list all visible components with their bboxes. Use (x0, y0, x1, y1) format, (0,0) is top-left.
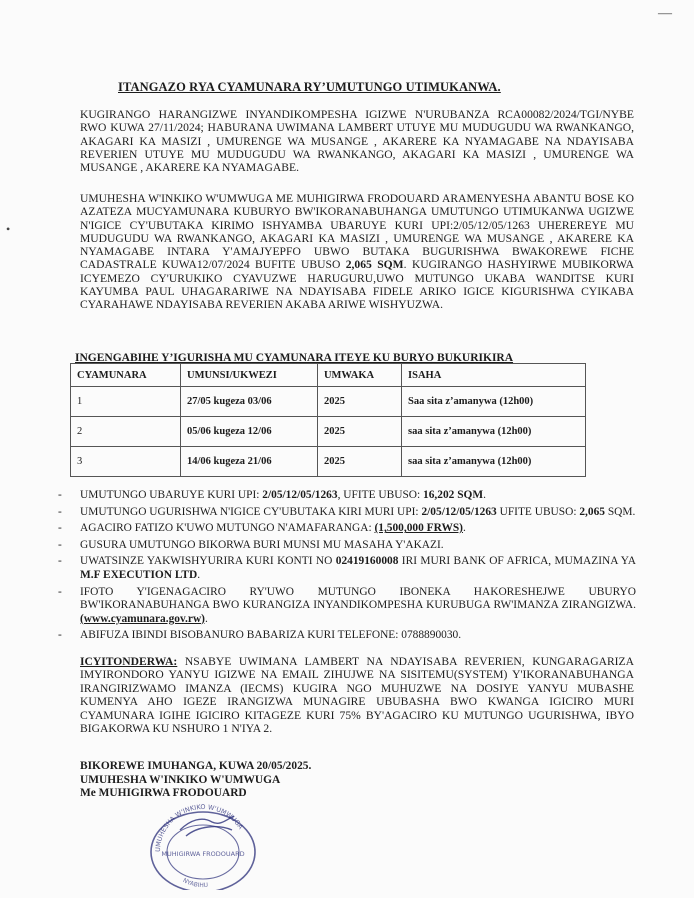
bullet-dash: - (58, 489, 62, 501)
text-segment: UMUTUNGO UGURISHWA N'IGICE CY'UBUTAKA KIRI MURI UPI: (80, 505, 422, 518)
text-segment: . (204, 612, 208, 625)
table-cell: 14/06 kugeza 21/06 (180, 447, 317, 477)
table-cell: 2025 (317, 417, 401, 447)
bullet-dash: - (58, 522, 62, 535)
intro-paragraph: KUGIRANGO HARANGIZWE INYANDIKOMPESHA IGIZWE N'URUBANZA RCA00082/2024/TGI/NYBE RWO KUWA 27/11/2024; HABURANA UWIMANA LAMBERT UTUYE MU MUDUGUDU WA RWANKANGO, AKAGARI KA MASIZI , UMURENGE WA MUSANGE , AKARERE KA NYAMAGABE NA NDAYISABA REVERIEN UTUYE MU MUDUGUDU WA RWANKANGO, AKAGARI KA MASIZI , UMURENGE WA MUSANGE , AKARERE KA NYAMAGABE. (80, 108, 634, 175)
column-header: ISAHA (402, 364, 586, 387)
list-item-text (80, 489, 636, 503)
text-segment: , UFITE UBUSO: (337, 489, 424, 501)
list-item (58, 506, 636, 520)
table-row (71, 387, 586, 417)
list-item (58, 489, 636, 503)
list-item (58, 629, 636, 643)
bullet-dash: - (58, 629, 62, 642)
stamp-center-text: MUHIGIRWA FRODOUARD (161, 850, 245, 858)
column-header: UMUNSI/UKWEZI (180, 364, 317, 387)
announcement-text-b: . KUGIRANGO HASHYIRWE MUBIKORWA ICYEMEZO CY'URUKIKO CYAVUZWE HARUGURU,UWO MUTUNGO UKABA WANDITSE KURI KAYUMBA PAUL UHAGARARIWE NA NDAYISABA FIDELE ARIKO IGICE KIGURISHWA CYIKABA CYARAHAWE NDAYISABA REVERIEN AKABA ARIWE WISHYUZWA. (80, 258, 634, 312)
text-segment: . (197, 568, 201, 581)
text-segment: IFOTO Y'IGENAGACIRO RY'UWO MUTUNGO IBONEKA HAKORESHEJWE UBURYO BW'IKORANABUHANGA BWO KURANGIZA INYANDIKOMPESHA KURUBUGA RW'IMANZA ZIRANGIZWA. (80, 585, 636, 612)
bullet-dash: - (58, 505, 62, 518)
side-mark: • (6, 222, 11, 236)
list-item (58, 522, 636, 536)
announcement-text-a: UMUHESHA W'INKIKO W'UMWUGA ME MUHIGIRWA FRODOUARD ARAMENYESHA ABANTU BOSE KO AZATEZA MUCYAMUNARA KUBURYO BW'IKORANABUHANGA UMUTUNGO UTIMUKANWA UGIZWE N'IGICE CY'UBUTAKA KIRIMO ISHYAMBA UBARUYE KURI UPI:2/05/12/05/1263 UHEREREYE MU MUDUGUDU WA RWANKANGO, AKAGARI KA MASIZI , UMURENGE WA MUSANGE , AKARERE KA NYAMAGABE INTARA Y'AMAJYEPFO UBWO BUTAKA BUGURISHWA BWAKOREWE FICHE CADASTRALE KUWA12/07/2024 BUFITE UBUSO (80, 192, 634, 272)
website-link[interactable]: (www.cyamunara.gov.rw) (80, 612, 205, 625)
handwritten-signature-icon (180, 816, 234, 836)
table-cell: 3 (71, 447, 181, 477)
list-item (58, 586, 636, 627)
text-segment: . (483, 489, 486, 501)
notice-paragraph (80, 655, 634, 735)
table-cell: 05/06 kugeza 12/06 (180, 417, 317, 447)
text-segment: UWATSINZE YAKWISHYURIRA KURI KONTI NO (80, 555, 336, 568)
upi-number: 2/05/12/05/1263 (262, 489, 338, 501)
table-row (71, 447, 586, 477)
column-header: UMWAKA (317, 364, 401, 387)
announcement-paragraph (80, 192, 634, 312)
text-segment: UFITE UBUSO: (496, 505, 580, 518)
text-segment: IRI MURI BANK OF AFRICA, MUMAZINA YA (398, 555, 636, 568)
list-item (58, 539, 636, 553)
auction-schedule-table (70, 363, 586, 477)
list-item-text (80, 522, 636, 536)
total-area: 16,202 SQM (423, 489, 484, 501)
account-number: 02419160008 (335, 555, 399, 568)
table-row (71, 417, 586, 447)
table-cell: Saa sita z’amanywa (12h00) (402, 387, 586, 417)
stamp-bottom-text: NYABIHU (181, 877, 209, 890)
list-item-text (80, 555, 636, 582)
column-header: CYAMUNARA (71, 364, 181, 387)
text-segment: . (462, 522, 466, 535)
upi-number: 2/05/12/05/1263 (421, 505, 497, 518)
bullet-dash: - (58, 585, 62, 598)
table-cell: saa sita z’amanywa (12h00) (402, 447, 586, 477)
text-segment: SQM. (604, 505, 636, 518)
table-cell: 27/05 kugeza 03/06 (180, 387, 317, 417)
list-item-text (80, 586, 636, 627)
bullet-dash: - (58, 555, 62, 568)
table-cell: 1 (71, 387, 181, 417)
table-cell: 2025 (317, 447, 401, 477)
document-title: ITANGAZO RYA CYAMUNARA RY’UMUTUNGO UTIMUKANWA. (118, 80, 501, 94)
schedule-title: INGENGABIHE Y’IGURISHA MU CYAMUNARA ITEYE KU BURYO BUKURIKIRA (75, 352, 514, 364)
signature-role: UMUHESHA W'INKIKO W'UMWUGA (80, 773, 281, 786)
notice-text: NSABYE UWIMANA LAMBERT NA NDAYISABA REVERIEN, KUNGARAGARIZA IMYIRONDORO YANYU IGIZWE NA EMAIL ZIHUJWE NA SISITEMU(SYSTEM) Y'IKORANABUHANGA IRANGIRIZWAMO IMANZA (IECMS) KUGIRA NGO MUHUZWE NA DOSIYE YANYU MUBASHE KUMENYA AHO IGEZE IRANGIZWA MUNAGIRE UBUBASHA BWO KWANGA IGICIRO MURI CYAMUNARA IGIHE IGICIRO KITAGEZE KURI 75% BY'AGACIRO KU MUTUNGO UGURISHWA, IBYO BIGAKORWA KU NSHURO 1 N'IYA 2. (80, 655, 634, 736)
table-header-row (71, 364, 586, 387)
signature-name: Me MUHIGIRWA FRODOUARD (80, 787, 247, 800)
notice-label: ICYITONDERWA: (80, 655, 178, 668)
property-area: 2,065 SQM (345, 258, 404, 272)
table-cell: saa sita z’amanywa (12h00) (402, 417, 586, 447)
sold-area: 2,065 (579, 505, 605, 518)
svg-text:UMUHESHA W'INKIKO W'UMWUGA (154, 803, 245, 852)
stamp-ring-text: UMUHESHA W'INKIKO W'UMWUGA (153, 803, 245, 853)
table-cell: 2025 (317, 387, 401, 417)
list-item (58, 555, 636, 582)
account-name: M.F EXECUTION LTD (80, 568, 198, 581)
list-item-text: ABIFUZA IBINDI BISOBANURO BABARIZA KURI TELEFONE: 0788890030. (80, 629, 462, 642)
official-stamp-icon (128, 790, 278, 890)
text-segment: AGACIRO FATIZO K'UWO MUTUNGO N'AMAFARANGA: (80, 522, 375, 535)
signature-date: BIKOREWE IMUHANGA, KUWA 20/05/2025. (80, 760, 312, 772)
corner-mark: — (658, 6, 672, 21)
text-segment: UMUTUNGO UBARUYE KURI UPI: (80, 489, 263, 501)
list-item-text (80, 506, 636, 520)
table-cell: 2 (71, 417, 181, 447)
base-price: (1,500,000 FRWS) (374, 522, 463, 535)
bullet-dash: - (58, 538, 62, 551)
list-item-text: GUSURA UMUTUNGO BIKORWA BURI MUNSI MU MASAHA Y'AKAZI. (80, 538, 444, 551)
details-list (58, 489, 636, 646)
